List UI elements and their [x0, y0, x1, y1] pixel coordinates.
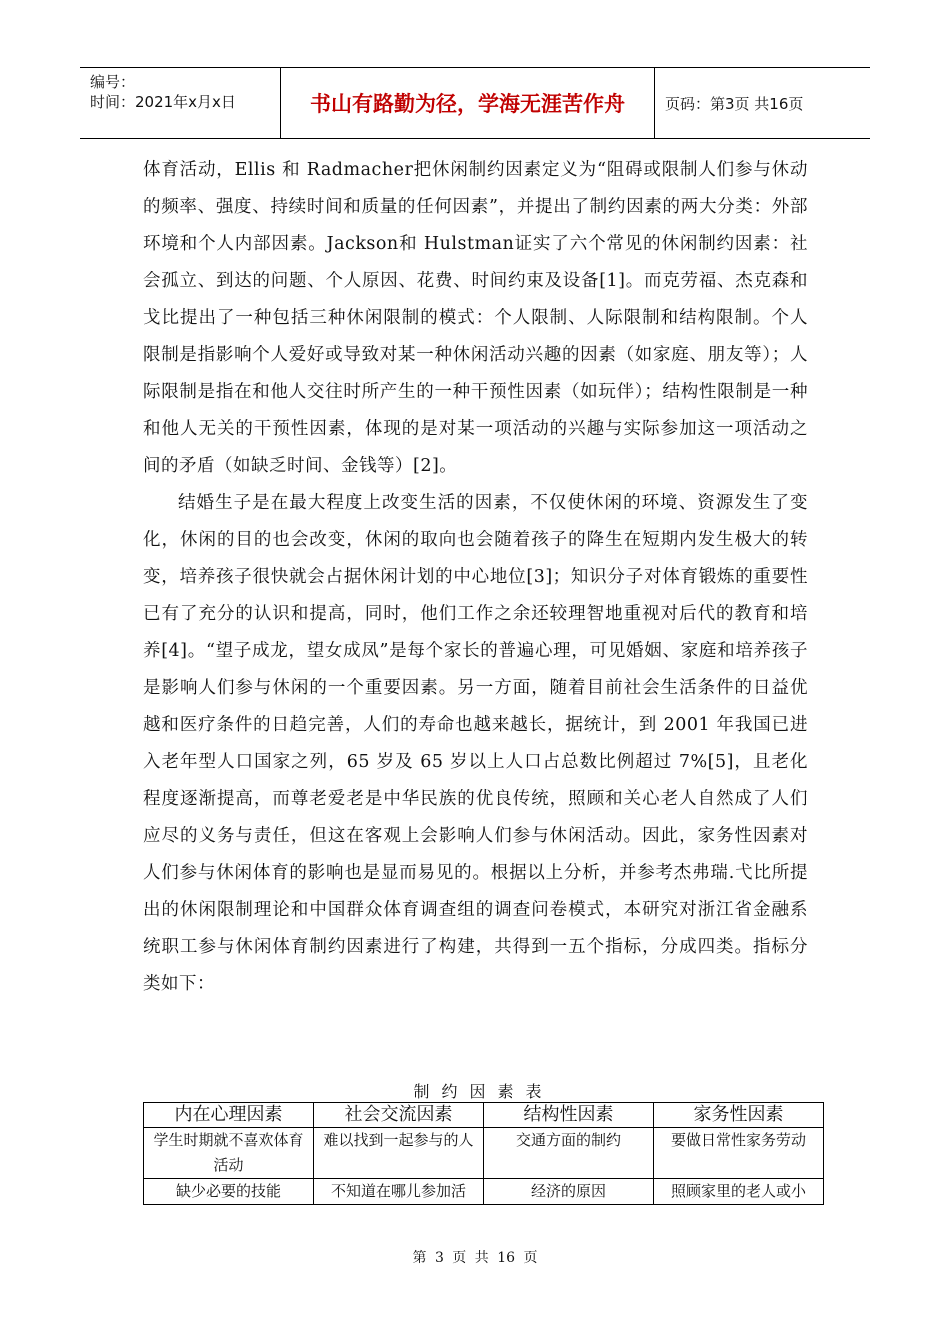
factors-table: [143, 1102, 824, 1205]
paragraph-2: 结婚生子是在最大程度上改变生活的因素，不仅使休闲的环境、资源发生了变化，休闲的目的也会改变，休闲的取向也会随着孩子的降生在短期内发生极大的转变，培养孩子很快就会占据休闲计划的中心地位[3]；知识分子对体育锻炼的重要性已有了充分的认识和提高，同时，他们工作之余还较理智地重视对后代的教育和培养[4]。“望子成龙，望女成凤”是每个家长的普遍心理，可见婚姻、家庭和培养孩子是影响人们参与休闲的一个重要因素。另一方面，随着目前社会生活条件的日益优越和医疗条件的日趋完善，人们的寿命也越来越长，据统计，到 2001 年我国已进入老年型人口国家之列，65 岁及 65 岁以上人口占总数比例超过 7%[5]，且老化程度逐渐提高，而尊老爱老是中华民族的优良传统，照顾和关心老人自然成了人们应尽的义务与责任，但这在客观上会影响人们参与休闲活动。因此，家务性因素对人们参与休闲体育的影响也是显而易见的。根据以上分析，并参考杰弗瑞.弋比所提出的休闲限制理论和中国群众体育调查组的调查问卷模式，本研究对浙江省金融系统职工参与休闲体育制约因素进行了构建，共得到一五个指标，分成四类。指标分类如下：: [143, 493, 808, 994]
header-structural: 结构性因素: [484, 1103, 654, 1128]
page-header: [80, 67, 870, 139]
table-header-row: [144, 1103, 824, 1128]
header-page-info: 页码：第3页 共16页: [665, 94, 804, 113]
table-cell: 学生时期就不喜欢体育活动: [144, 1128, 314, 1179]
header-meta: [80, 68, 281, 138]
table-cell: 难以找到一起参与的人: [314, 1128, 484, 1179]
table-cell: 缺少必要的技能: [144, 1179, 314, 1205]
document-body: [143, 152, 808, 1003]
table-row: [144, 1179, 824, 1205]
header-social-exchange: 社会交流因素: [314, 1103, 484, 1128]
header-motto: 书山有路勤为径，学海无涯苦作舟: [281, 68, 655, 138]
code-label: 编号：: [90, 73, 136, 91]
table-row: [144, 1128, 824, 1179]
table-cell: 要做日常性家务劳动: [654, 1128, 824, 1179]
table-cell: 不知道在哪儿参加活: [314, 1179, 484, 1205]
paragraph-1: 体育活动，Ellis 和 Radmacher把休闲制约因素定义为“阻碍或限制人们参与休动的频率、强度、持续时间和质量的任何因素”，并提出了制约因素的两大分类：外部环境和个人内部因素。Jackson和 Hulstman证实了六个常见的休闲制约因素：社会孤立、到达的问题、个人原因、花费、时间约束及设备[1]。而克劳福、杰克森和戈比提出了一种包括三种休闲限制的模式：个人限制、人际限制和结构限制。个人限制是指影响个人爱好或导致对某一种休闲活动兴趣的因素（如家庭、朋友等）；人际限制是指在和他人交往时所产生的一种干预性因素（如玩伴）；结构性限制是一种和他人无关的干预性因素，体现的是对某一项活动的兴趣与实际参加这一项活动之间的矛盾（如缺乏时间、金钱等）[2]。: [143, 160, 808, 476]
page-footer: 第 3 页 共 16 页: [412, 1250, 538, 1266]
header-household: 家务性因素: [654, 1103, 824, 1128]
table-cell: 照顾家里的老人或小: [654, 1179, 824, 1205]
table-title: 制约因素表: [413, 1082, 554, 1101]
table-cell: 经济的原因: [484, 1179, 654, 1205]
date-label: 时间：2021年x月x日: [90, 93, 236, 111]
header-internal-psych: 内在心理因素: [144, 1103, 314, 1128]
table-cell: 交通方面的制约: [484, 1128, 654, 1179]
